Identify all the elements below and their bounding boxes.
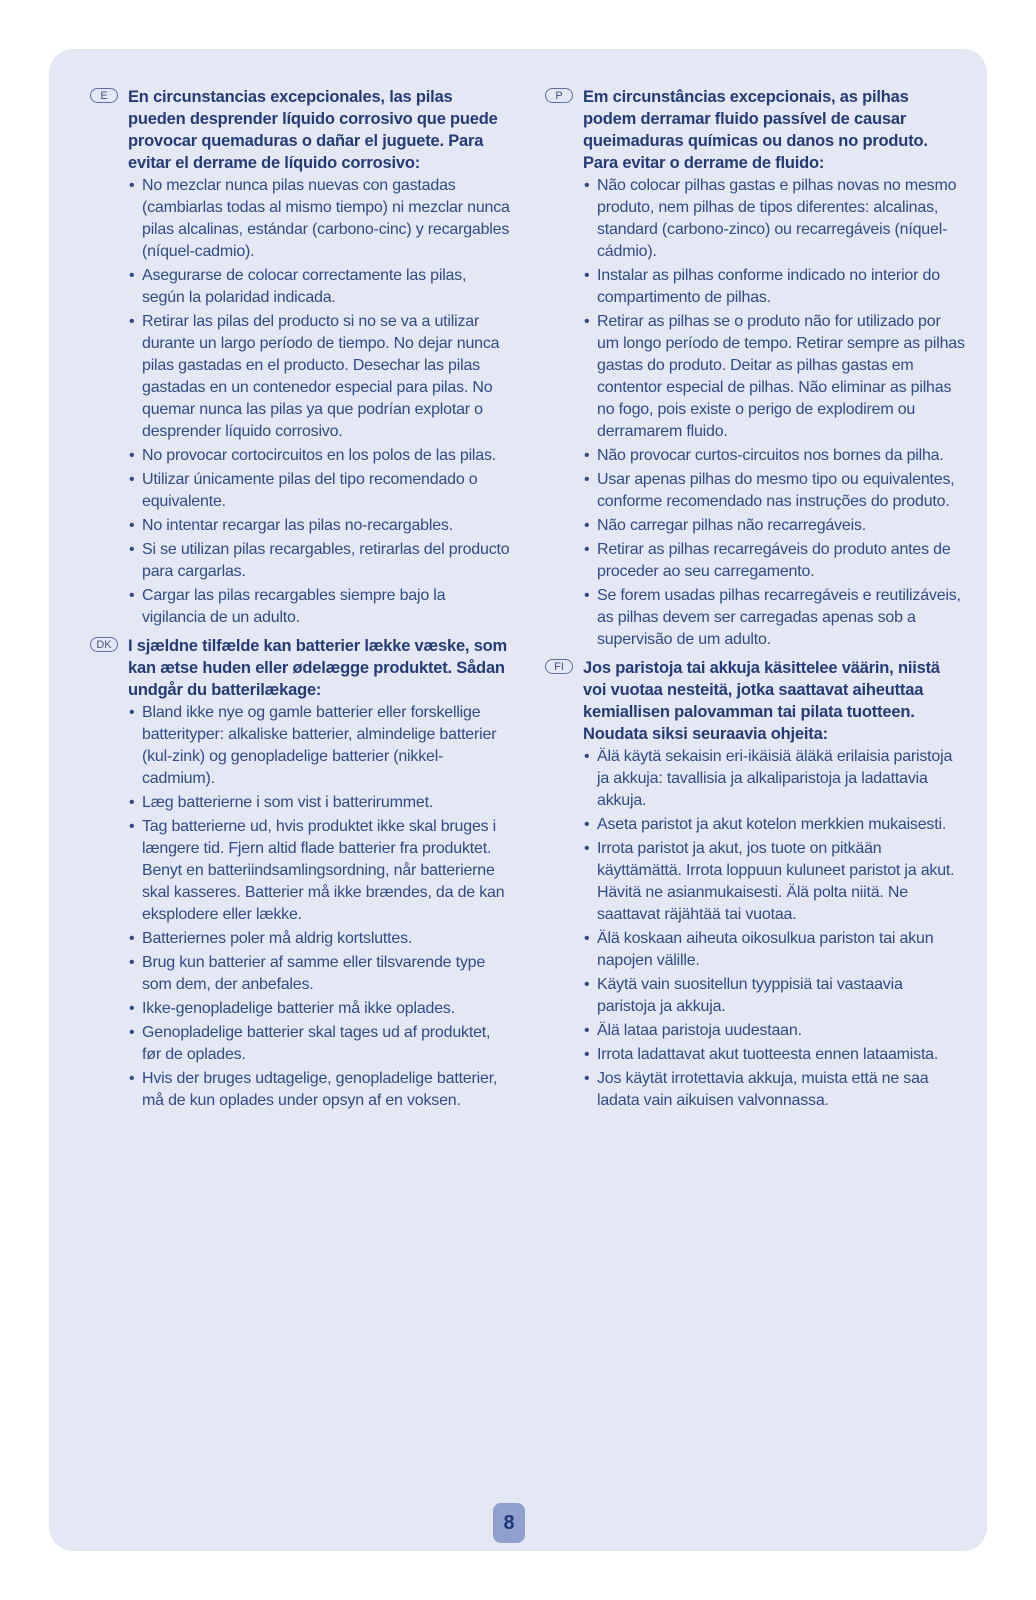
list-item: • Instalar as pilhas conforme indicado no interior do compartimento de pilhas. bbox=[583, 265, 965, 309]
list-item: • Tag batterierne ud, hvis produktet ikke skal bruges i længere tid. Fjern altid flade batterier fra produktet. Benyt en batteriindsamlingsordning, når batterierne skal kasseres. Batterier må ikke brændes, da de kan eksplodere eller lække. bbox=[128, 816, 510, 926]
instruction-list bbox=[583, 746, 965, 1112]
page-number: 8 bbox=[493, 1503, 525, 1543]
left-column bbox=[90, 86, 510, 1118]
list-item: • Usar apenas pilhas do mesmo tipo ou equivalentes, conforme recomendado nas instruções do produto. bbox=[583, 469, 965, 513]
right-column bbox=[545, 86, 965, 1118]
list-item: • Se forem usadas pilhas recarregáveis e reutilizáveis, as pilhas devem ser carregadas apenas sob a supervisão de um adulto. bbox=[583, 585, 965, 651]
list-item: • Não provocar curtos-circuitos nos bornes da pilha. bbox=[583, 445, 965, 467]
list-item: • Brug kun batterier af samme eller tilsvarende type som dem, der anbefales. bbox=[128, 952, 510, 996]
list-item: • Utilizar únicamente pilas del tipo recomendado o equivalente. bbox=[128, 469, 510, 513]
list-item: • Não carregar pilhas não recarregáveis. bbox=[583, 515, 965, 537]
list-item: • No provocar cortocircuitos en los polos de las pilas. bbox=[128, 445, 510, 467]
list-item: • Käytä vain suositellun tyyppisiä tai vastaavia paristoja ja akkuja. bbox=[583, 974, 965, 1018]
list-item: • Hvis der bruges udtagelige, genopladelige batterier, må de kun oplades under opsyn af en voksen. bbox=[128, 1068, 510, 1112]
list-item: • No mezclar nunca pilas nuevas con gastadas (cambiarlas todas al mismo tiempo) ni mezclar nunca pilas alcalinas, estándar (carbono-cinc) y recargables (níquel-cadmio). bbox=[128, 175, 510, 263]
instruction-list bbox=[583, 175, 965, 651]
language-badge-dk: DK bbox=[90, 637, 118, 652]
section-fi bbox=[545, 657, 965, 1112]
list-item: • Älä lataa paristoja uudestaan. bbox=[583, 1020, 965, 1042]
list-item: • Retirar as pilhas recarregáveis do produto antes de proceder ao seu carregamento. bbox=[583, 539, 965, 583]
list-item: • Älä käytä sekaisin eri-ikäisiä äläkä erilaisia paristoja ja akkuja: tavallisia ja alkaliparistoja ja ladattavia akkuja. bbox=[583, 746, 965, 812]
section-dk bbox=[90, 635, 510, 1112]
list-item: • Jos käytät irrotettavia akkuja, muista että ne saa ladata vain aikuisen valvonnassa. bbox=[583, 1068, 965, 1112]
language-badge-p: P bbox=[545, 88, 573, 103]
list-item: • Læg batterierne i som vist i batterirummet. bbox=[128, 792, 510, 814]
list-item: • Cargar las pilas recargables siempre bajo la vigilancia de un adulto. bbox=[128, 585, 510, 629]
instruction-list bbox=[128, 702, 510, 1112]
language-badge-fi: FI bbox=[545, 659, 573, 674]
section-heading: En circunstancias excepcionales, las pilas pueden desprender líquido corrosivo que puede provocar quemaduras o dañar el juguete. Para evitar el derrame de líquido corrosivo: bbox=[128, 88, 498, 172]
section-heading: I sjældne tilfælde kan batterier lække væske, som kan ætse huden eller ødelægge produktet. Sådan undgår du batterilækage: bbox=[128, 637, 508, 699]
list-item: • Älä koskaan aiheuta oikosulkua pariston tai akun napojen välille. bbox=[583, 928, 965, 972]
list-item: • Retirar as pilhas se o produto não for utilizado por um longo período de tempo. Retirar sempre as pilhas gastas do produto. Deitar as pilhas gastas em contentor especial de pilhas. Não eliminar as pilhas no fogo, pois existe o perigo de explodirem ou derramarem fluido. bbox=[583, 311, 965, 443]
list-item: • No intentar recargar las pilas no-recargables. bbox=[128, 515, 510, 537]
list-item: • Genopladelige batterier skal tages ud af produktet, før de oplades. bbox=[128, 1022, 510, 1066]
section-es bbox=[90, 86, 510, 629]
list-item: • Não colocar pilhas gastas e pilhas novas no mesmo produto, nem pilhas de tipos diferentes: alcalinas, standard (carbono-zinco) ou recarregáveis (níquel-cádmio). bbox=[583, 175, 965, 263]
list-item: • Irrota ladattavat akut tuotteesta ennen lataamista. bbox=[583, 1044, 965, 1066]
list-item: • Batteriernes poler må aldrig kortsluttes. bbox=[128, 928, 510, 950]
list-item: • Asegurarse de colocar correctamente las pilas, según la polaridad indicada. bbox=[128, 265, 510, 309]
list-item: • Irrota paristot ja akut, jos tuote on pitkään käyttämättä. Irrota loppuun kuluneet paristot ja akut. Hävitä ne asianmukaisesti. Älä polta niitä. Ne saattavat räjähtää tai vuotaa. bbox=[583, 838, 965, 926]
list-item: • Retirar las pilas del producto si no se va a utilizar durante un largo período de tiempo. No dejar nunca pilas gastadas en el producto. Desechar las pilas gastadas en un contenedor especial para pilas. No quemar nunca las pilas ya que podrían explotar o desprender líquido corrosivo. bbox=[128, 311, 510, 443]
list-item: • Ikke-genopladelige batterier må ikke oplades. bbox=[128, 998, 510, 1020]
section-heading: Jos paristoja tai akkuja käsittelee väärin, niistä voi vuotaa nesteitä, jotka saattavat aiheuttaa kemiallisen palovamman tai pilata tuotteen. Noudata siksi seuraavia ohjeita: bbox=[583, 659, 940, 743]
list-item: • Aseta paristot ja akut kotelon merkkien mukaisesti. bbox=[583, 814, 965, 836]
language-badge-es: E bbox=[90, 88, 118, 103]
section-p bbox=[545, 86, 965, 651]
list-item: • Bland ikke nye og gamle batterier eller forskellige batterityper: alkaliske batterier, almindelige batterier (kul-zink) og genopladelige batterier (nikkel-cadmium). bbox=[128, 702, 510, 790]
instruction-list bbox=[128, 175, 510, 629]
section-heading: Em circunstâncias excepcionais, as pilhas podem derramar fluido passível de causar queimaduras químicas ou danos no produto. Para evitar o derrame de fluido: bbox=[583, 88, 928, 172]
list-item: • Si se utilizan pilas recargables, retirarlas del producto para cargarlas. bbox=[128, 539, 510, 583]
